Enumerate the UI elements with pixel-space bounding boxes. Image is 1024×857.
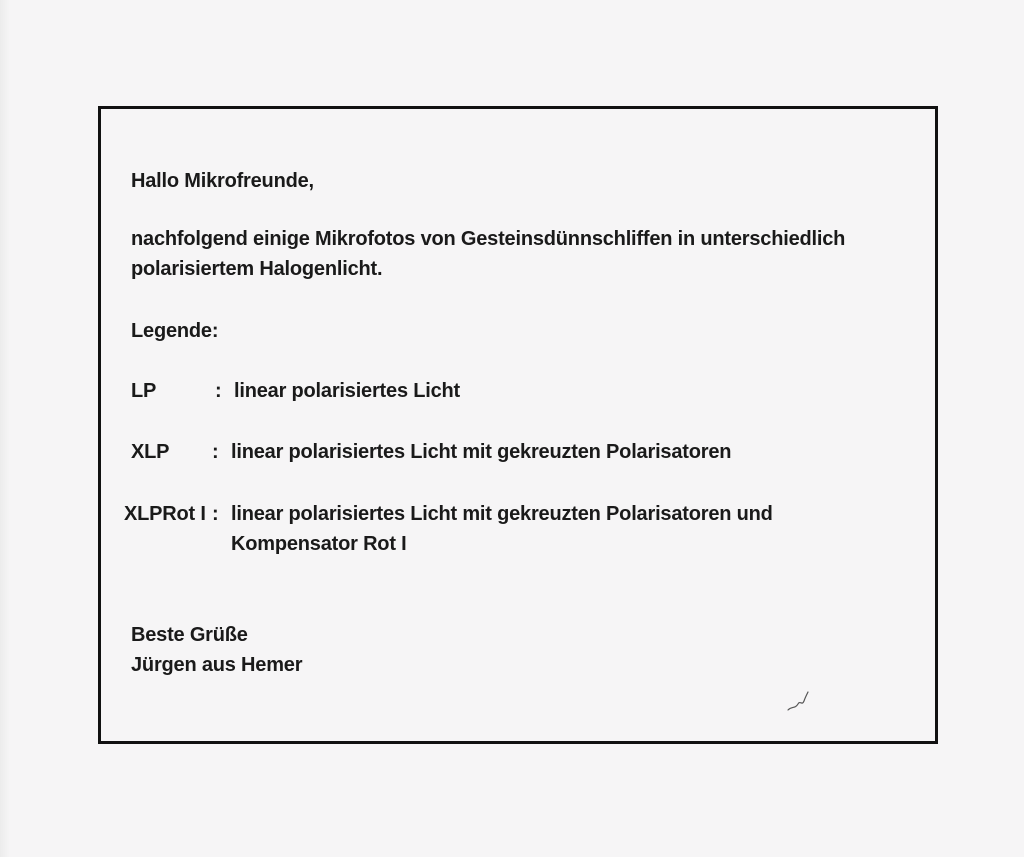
legend-abbr-xlp: XLP	[131, 441, 170, 463]
intro-line-1: nachfolgend einige Mikrofotos von Gesteinsdünnschliffen in unterschiedlich	[131, 228, 846, 250]
legend-desc-xlprot-cont: Kompensator Rot I	[231, 533, 407, 555]
greeting: Hallo Mikrofreunde,	[131, 170, 314, 192]
legend-heading: Legende:	[131, 320, 219, 342]
legend-abbr-xlprot: XLPRot I	[124, 503, 206, 525]
paper-edge-shadow	[0, 0, 10, 857]
legend-sep-lp: :	[215, 380, 222, 402]
intro-line-2: polarisiertem Halogenlicht.	[131, 258, 383, 280]
pen-scribble-mark	[786, 690, 816, 714]
legend-desc-lp: linear polarisiertes Licht	[234, 380, 460, 402]
legend-sep-xlprot: :	[212, 503, 219, 525]
legend-sep-xlp: :	[212, 441, 219, 463]
signature: Jürgen aus Hemer	[131, 654, 303, 676]
closing: Beste Grüße	[131, 624, 248, 646]
legend-desc-xlprot: linear polarisiertes Licht mit gekreuzten Polarisatoren und	[231, 503, 773, 525]
legend-abbr-lp: LP	[131, 380, 157, 402]
legend-desc-xlp: linear polarisiertes Licht mit gekreuzten Polarisatoren	[231, 441, 732, 463]
